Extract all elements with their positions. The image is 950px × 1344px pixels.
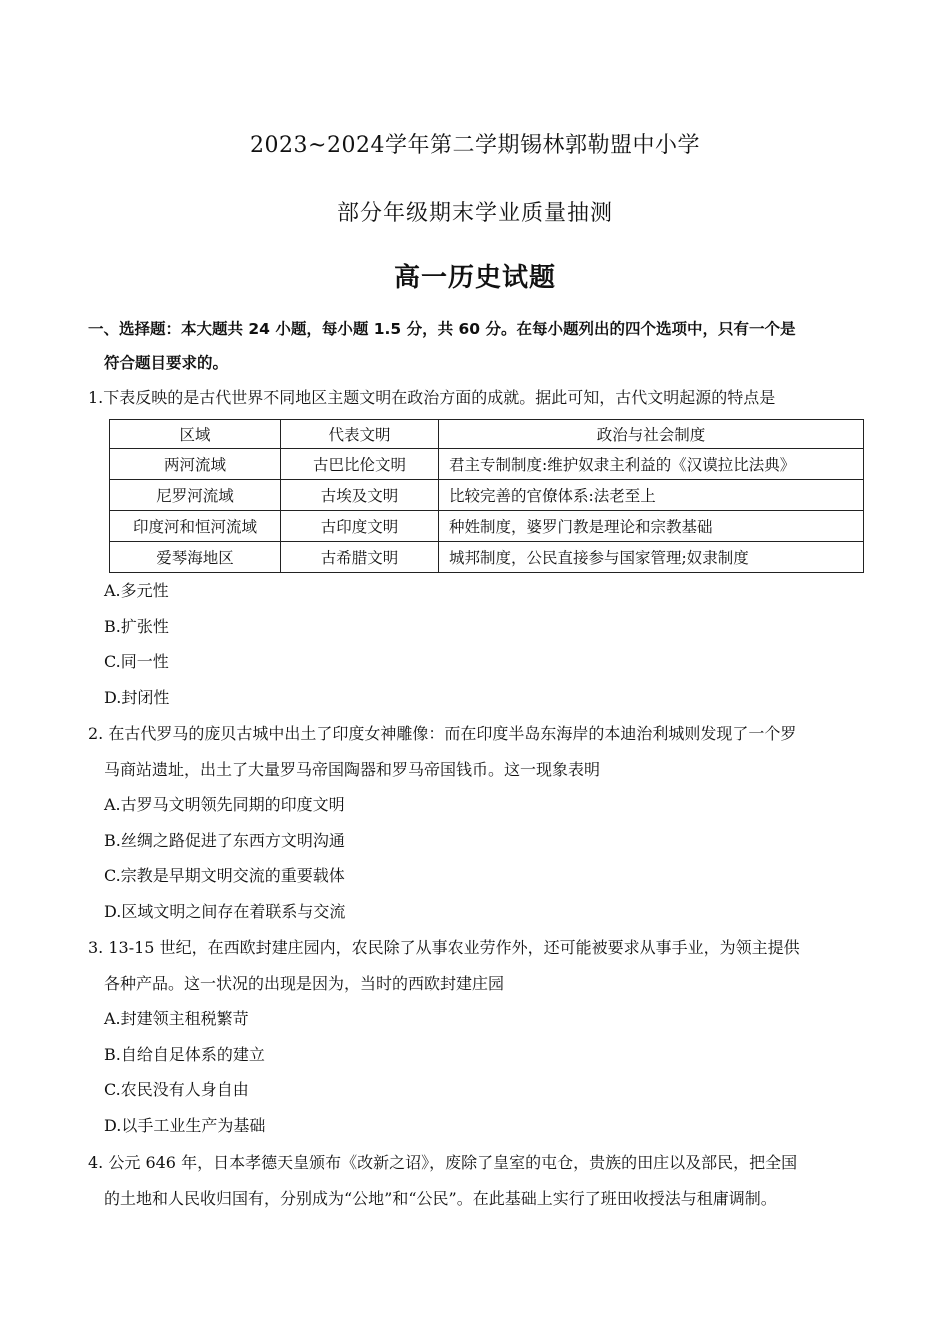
option-c: C.同一性 <box>104 652 169 671</box>
table-cell: 城邦制度，公民直接参与国家管理;奴隶制度 <box>439 542 864 573</box>
option-b: B.丝绸之路促进了东西方文明沟通 <box>104 830 345 850</box>
question-2 <box>88 716 878 929</box>
table-header-cell: 代表文明 <box>281 420 439 449</box>
option-d: D.区域文明之间存在着联系与交流 <box>104 901 346 921</box>
question-2-stem-line2: 马商站遗址，出土了大量罗马帝国陶器和罗马帝国钱币。这一现象表明 <box>104 759 601 779</box>
table-cell: 古希腊文明 <box>281 542 439 573</box>
question-4-stem-line2: 的土地和人民收归国有，分别成为“公地”和“公民”。在此基础上实行了班田收授法与租庸调制。 <box>104 1188 777 1208</box>
exam-title-line1: 2023~2024学年第二学期锡林郭勒盟中小学 <box>250 133 700 158</box>
table-header-row <box>110 420 864 449</box>
option-c: C.农民没有人身自由 <box>104 1080 249 1099</box>
question-3-stem-line2: 各种产品。这一状况的出现是因为，当时的西欧封建庄园 <box>104 973 505 993</box>
section-line-1: 一、选择题：本大题共 24 小题，每小题 1.5 分，共 60 分。在每小题列出的四个选项中，只有一个是 <box>88 320 796 338</box>
question-3 <box>88 930 878 1143</box>
question-1-options <box>88 573 878 715</box>
table-row <box>110 542 864 573</box>
exam-subject-title: 高一历史试题 <box>393 263 556 293</box>
table-header-cell: 政治与社会制度 <box>439 420 864 449</box>
table-row <box>110 511 864 542</box>
table-cell: 两河流域 <box>110 449 281 480</box>
table-row <box>110 480 864 511</box>
table-cell: 印度河和恒河流域 <box>110 511 281 542</box>
table-cell: 古埃及文明 <box>281 480 439 511</box>
option-a: A.封建领主租税繁苛 <box>104 1009 249 1028</box>
option-a: A.多元性 <box>104 581 169 600</box>
question-2-stem-line1: 2. 在古代罗马的庞贝古城中出土了印度女神雕像：而在印度半岛东海岸的本迪治利城则发现了一个罗 <box>88 724 797 743</box>
option-a: A.古罗马文明领先同期的印度文明 <box>104 795 345 814</box>
table-row <box>110 449 864 480</box>
section-line-2: 符合题目要求的。 <box>104 354 229 372</box>
question-3-stem-line1: 3. 13-15 世纪，在西欧封建庄园内，农民除了从事农业劳作外，还可能被要求从事手业，为领主提供 <box>88 938 800 957</box>
civilization-table <box>109 419 864 573</box>
table-cell: 古巴比伦文明 <box>281 449 439 480</box>
table-cell: 爱琴海地区 <box>110 542 281 573</box>
table-cell: 比较完善的官僚体系:法老至上 <box>439 480 864 511</box>
option-d: D.封闭性 <box>104 687 170 707</box>
option-c: C.宗教是早期文明交流的重要载体 <box>104 866 345 885</box>
table-cell: 种姓制度，婆罗门教是理论和宗教基础 <box>439 511 864 542</box>
table-cell: 古印度文明 <box>281 511 439 542</box>
table-cell: 尼罗河流域 <box>110 480 281 511</box>
exam-title-line2: 部分年级期末学业质量抽测 <box>336 201 613 226</box>
table-cell: 君主专制制度:维护奴隶主利益的《汉谟拉比法典》 <box>439 449 864 480</box>
question-1-stem: 1.下表反映的是古代世界不同地区主题文明在政治方面的成就。据此可知，古代文明起源的特点是 <box>88 388 776 407</box>
option-b: B.自给自足体系的建立 <box>104 1044 265 1064</box>
section-instructions <box>88 312 878 380</box>
question-4 <box>88 1145 878 1216</box>
option-b: B.扩张性 <box>104 616 169 636</box>
table-header-cell: 区域 <box>110 420 281 449</box>
question-4-stem-line1: 4. 公元 646 年，日本孝德天皇颁布《改新之诏》，废除了皇室的屯仓，贵族的田庄以及部民，把全国 <box>88 1153 798 1172</box>
option-d: D.以手工业生产为基础 <box>104 1115 266 1135</box>
